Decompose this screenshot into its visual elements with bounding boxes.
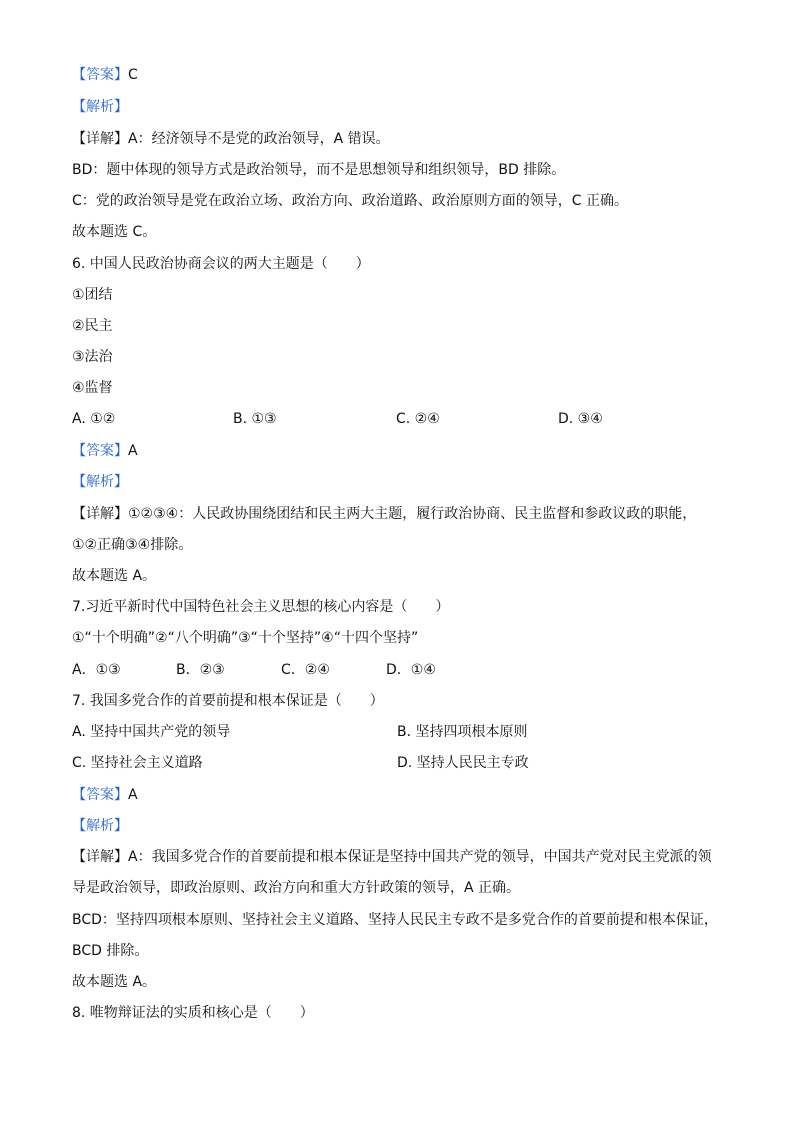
question-stem: 6. 中国人民政治协商会议的两大主题是（ ） [72, 256, 370, 272]
analysis-row [72, 816, 128, 836]
detail-label: 【详解】 [72, 131, 128, 147]
detail-line: ①②正确③④排除。 [72, 537, 193, 553]
list-item: ④监督 [72, 380, 113, 396]
answer-label: 【答案】 [72, 67, 128, 83]
option-d: D. ③④ [558, 411, 603, 427]
answer-row [72, 785, 138, 805]
question-stem: 7. 我国多党合作的首要前提和根本保证是（ ） [72, 693, 384, 709]
option-c: C．②④ [281, 662, 330, 678]
conclusion-line: 故本题选 A。 [72, 974, 157, 990]
detail-label: 【详解】 [72, 849, 128, 865]
analysis-label: 【解析】 [72, 474, 128, 490]
answer-row [72, 441, 138, 461]
analysis-label: 【解析】 [72, 99, 128, 115]
answer-value: C [128, 67, 138, 83]
analysis-row [72, 97, 128, 117]
option-d: D．①④ [386, 662, 436, 678]
detail-label: 【详解】 [72, 506, 128, 522]
option-b: B．②③ [176, 662, 225, 678]
conclusion-line: 故本题选 A。 [72, 568, 157, 584]
items-line: ①“十个明确”②“八个明确”③“十个坚持”④“十四个坚持” [72, 630, 419, 646]
detail-line: BCD：坚持四项根本原则、坚持社会主义道路、坚持人民民主专政不是多党合作的首要前提和根本保证， [72, 912, 718, 928]
detail-row [72, 847, 712, 867]
list-item: ①团结 [72, 287, 113, 303]
analysis-label: 【解析】 [72, 818, 128, 834]
detail-text: A：经济领导不是党的政治领导，A 错误。 [128, 131, 390, 147]
answer-value: A [128, 443, 138, 459]
option-a: A．①③ [72, 662, 121, 678]
detail-line: BCD 排除。 [72, 943, 149, 959]
detail-row [72, 129, 390, 149]
option-a: A. ①② [72, 411, 116, 427]
conclusion-line: 故本题选 C。 [72, 224, 157, 240]
detail-line: 导是政治领导，即政治原则、政治方向和重大方针政策的领导，A 正确。 [72, 880, 521, 896]
answer-label: 【答案】 [72, 787, 128, 803]
option-b: B. 坚持四项根本原则 [397, 724, 528, 740]
list-item: ③法治 [72, 349, 113, 365]
option-a: A. 坚持中国共产党的领导 [72, 724, 231, 740]
question-stem: 8. 唯物辩证法的实质和核心是（ ） [72, 1005, 314, 1021]
detail-line: BD：题中体现的领导方式是政治领导，而不是思想领导和组织领导，BD 排除。 [72, 162, 566, 178]
answer-label: 【答案】 [72, 443, 128, 459]
option-d: D. 坚持人民民主专政 [397, 755, 529, 771]
question-stem: 7.习近平新时代中国特色社会主义思想的核心内容是（ ） [72, 599, 450, 615]
option-c: C. 坚持社会主义道路 [72, 755, 203, 771]
list-item: ②民主 [72, 318, 113, 334]
detail-row [72, 504, 696, 524]
detail-line: C：党的政治领导是党在政治立场、政治方向、政治道路、政治原则方面的领导，C 正确。 [72, 193, 628, 209]
answer-value: A [128, 787, 138, 803]
option-c: C. ②④ [396, 411, 440, 427]
analysis-row [72, 472, 128, 492]
answer-row [72, 65, 138, 85]
option-b: B. ①③ [233, 411, 277, 427]
detail-text: ①②③④：人民政协围绕团结和民主两大主题，履行政治协商、民主监督和参政议政的职能， [128, 506, 697, 522]
detail-text: A：我国多党合作的首要前提和根本保证是坚持中国共产党的领导，中国共产党对民主党派的领 [128, 849, 712, 865]
